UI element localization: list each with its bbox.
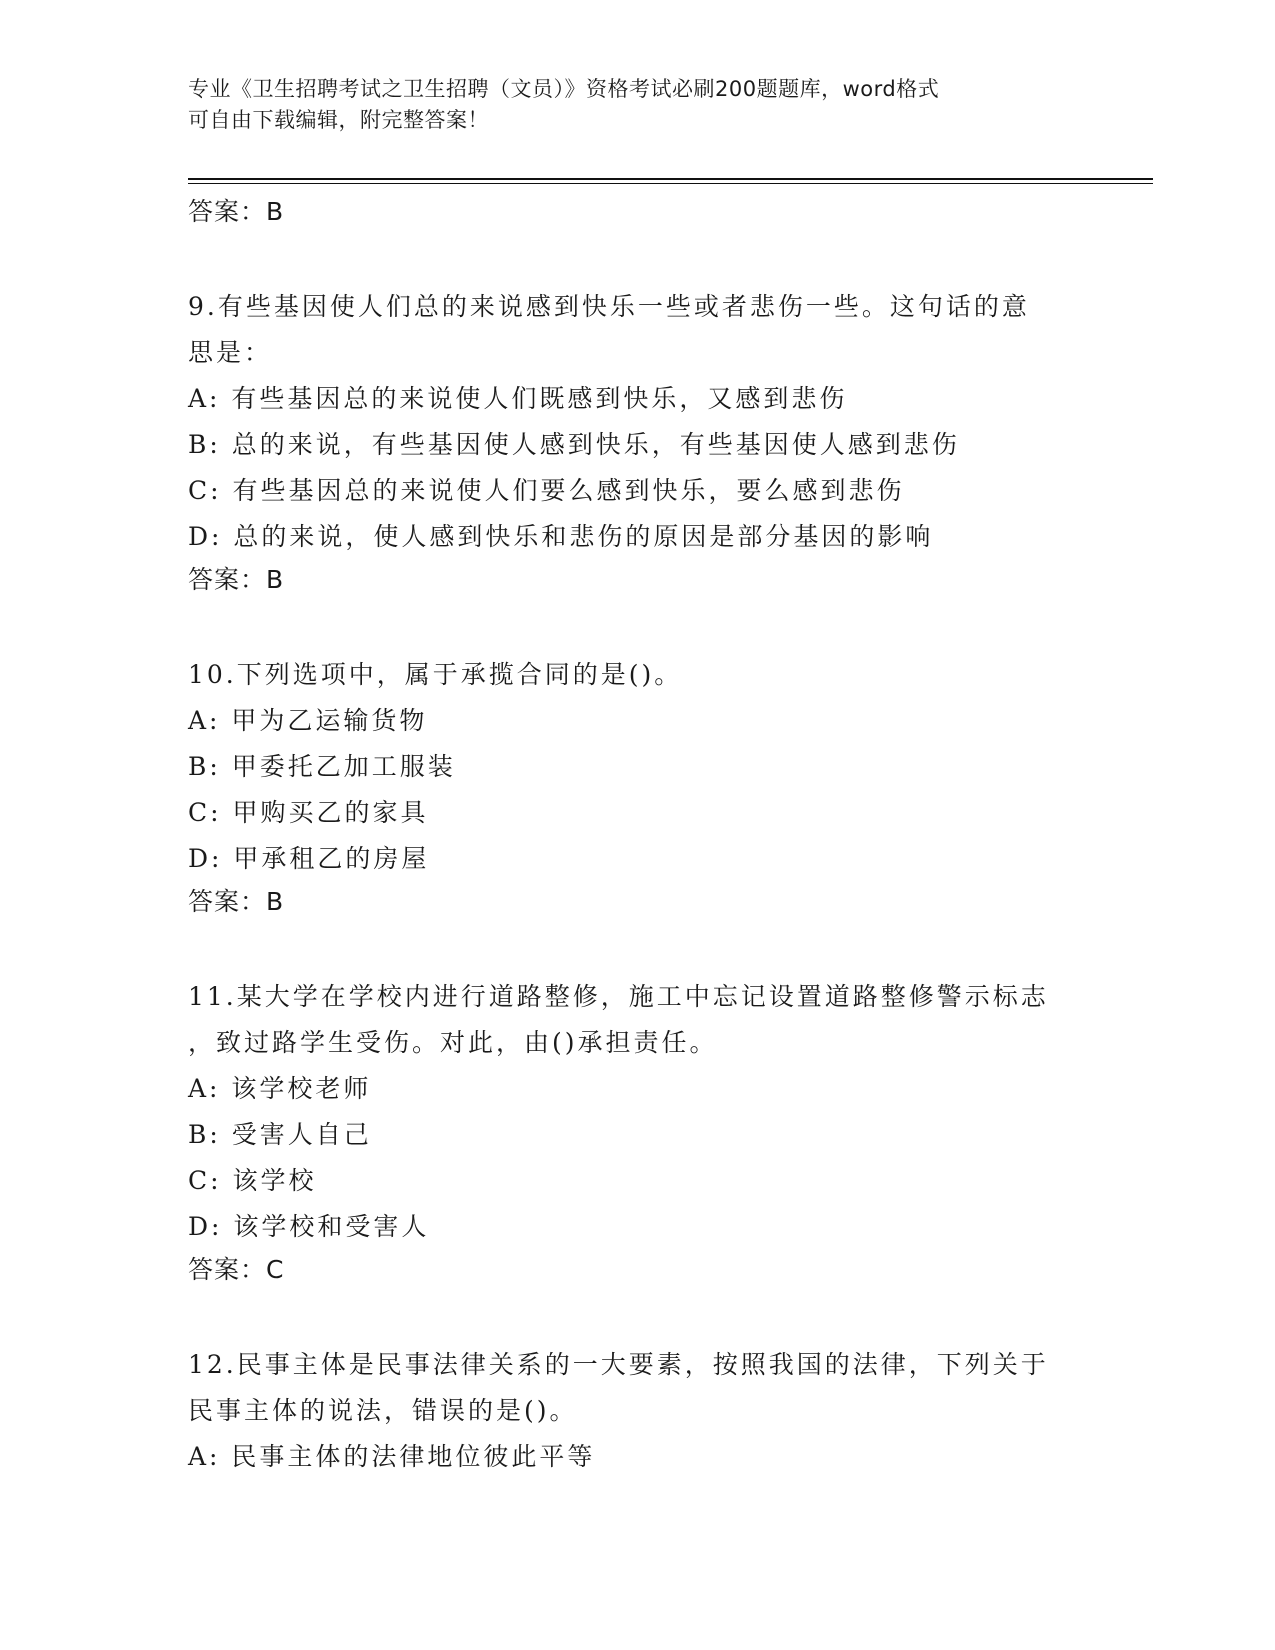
question-stem: [188, 974, 1088, 1066]
header-line-2: 可自由下载编辑，附完整答案！: [188, 108, 489, 132]
header-rule-thick: [188, 178, 1153, 180]
header-line-1: 专业《卫生招聘考试之卫生招聘（文员）》资格考试必刷200题题库，word格式: [188, 77, 940, 101]
question-stem: [188, 1342, 1088, 1434]
question-9: [188, 284, 1088, 610]
option-c: C: 有些基因总的来说使人们要么感到快乐，要么感到悲伤: [188, 476, 905, 505]
option-a: A: 民事主体的法律地位彼此平等: [188, 1442, 596, 1471]
option-d: D: 该学校和受害人: [188, 1212, 430, 1241]
question-10: [188, 652, 1088, 932]
header-rule-thin: [188, 183, 1153, 184]
previous-answer: 答案：B: [188, 197, 285, 226]
answer: 答案：C: [188, 1255, 285, 1284]
question-stem: [188, 652, 1088, 698]
option-a: A: 有些基因总的来说使人们既感到快乐，又感到悲伤: [188, 384, 848, 413]
question-stem: [188, 284, 1088, 376]
option-a: A: 该学校老师: [188, 1074, 372, 1103]
option-d: D: 总的来说，使人感到快乐和悲伤的原因是部分基因的影响: [188, 522, 934, 551]
question-12: [188, 1342, 1088, 1480]
option-b: B: 受害人自己: [188, 1120, 372, 1149]
question-stem-line: ，致过路学生受伤。对此，由()承担责任。: [188, 1028, 718, 1057]
option-c: C: 甲购买乙的家具: [188, 798, 429, 827]
answer: 答案：B: [188, 887, 285, 916]
option-b: B: 甲委托乙加工服装: [188, 752, 456, 781]
question-stem-line: 12.民事主体是民事法律关系的一大要素，按照我国的法律，下列关于: [188, 1350, 1049, 1379]
answer: 答案：B: [188, 565, 285, 594]
question-stem-line: 10.下列选项中，属于承揽合同的是()。: [188, 660, 683, 689]
question-stem-line: 11.某大学在学校内进行道路整修，施工中忘记设置道路整修警示标志: [188, 982, 1049, 1011]
question-list: [188, 192, 1088, 1480]
option-b: B: 总的来说，有些基因使人感到快乐，有些基因使人感到悲伤: [188, 430, 960, 459]
question-stem-line: 思是：: [188, 338, 273, 367]
option-d: D: 甲承租乙的房屋: [188, 844, 430, 873]
question-stem-line: 民事主体的说法，错误的是()。: [188, 1396, 578, 1425]
option-a: A: 甲为乙运输货物: [188, 706, 428, 735]
question-stem-line: 9.有些基因使人们总的来说感到快乐一些或者悲伤一些。这句话的意: [188, 292, 1030, 321]
option-c: C: 该学校: [188, 1166, 317, 1195]
document-header: [188, 74, 1068, 136]
question-11: [188, 974, 1088, 1300]
